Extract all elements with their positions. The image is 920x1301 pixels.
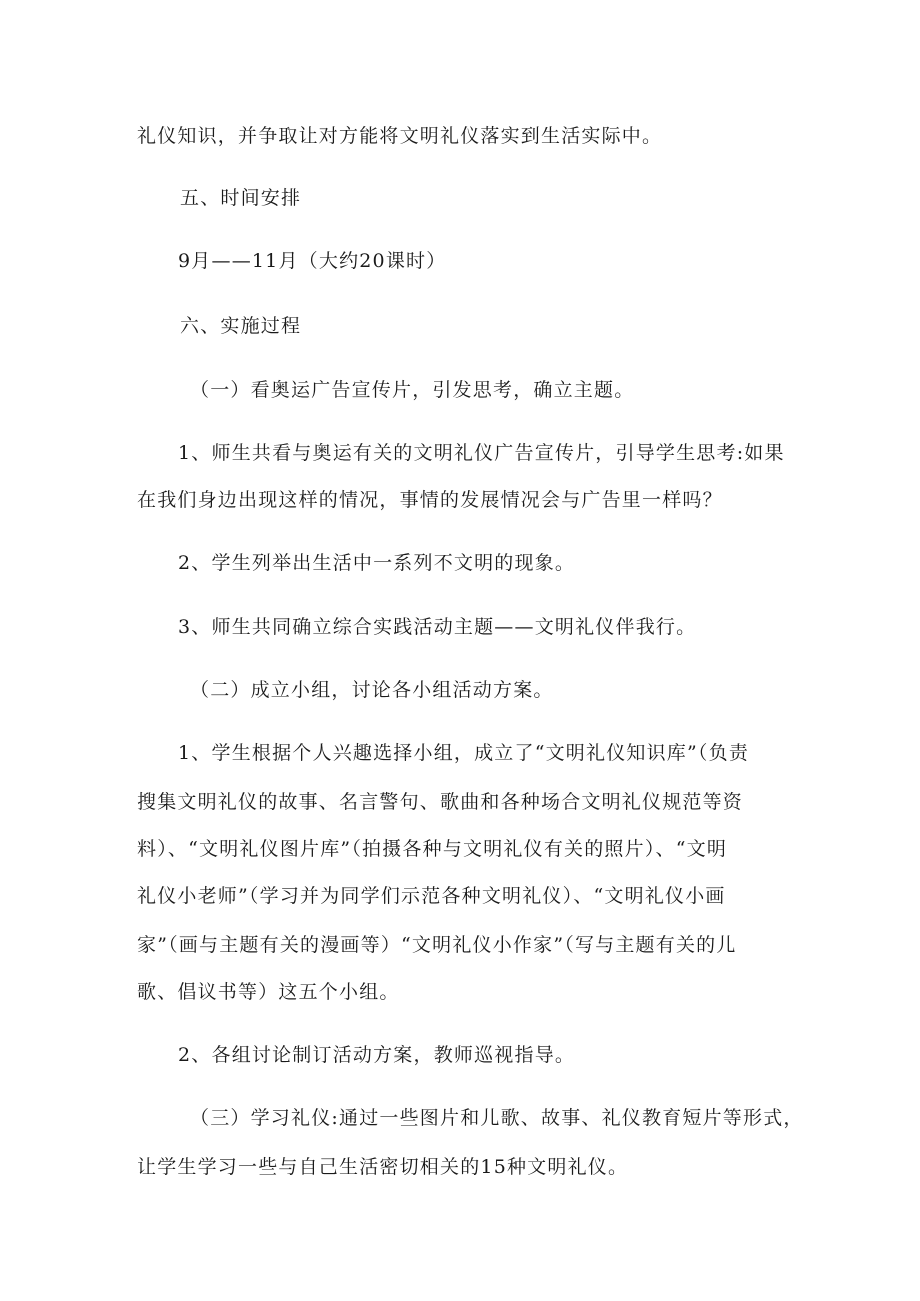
subsection-heading: （三）学习礼仪:通过一些图片和儿歌、故事、礼仪教育短片等形式， [190,1107,804,1129]
section-heading: 六、实施过程 [180,315,302,337]
text-line: 礼仪小老师”（学习并为同学们示范各种文明礼仪）、“文明礼仪小画 [137,885,726,907]
text-line: 搜集文明礼仪的故事、名言警句、歌曲和各种场合文明礼仪规范等资 [137,791,744,813]
text-line: 1、学生根据个人兴趣选择小组，成立了“文明礼仪知识库”（负责 [178,742,750,764]
text-line: 1、师生共看与奥运有关的文明礼仪广告宣传片，引导学生思考:如果 [178,442,785,464]
text-line: 9月——11月（大约20课时） [178,250,447,272]
text-line: 让学生学习一些与自己生活密切相关的15种文明礼仪。 [137,1156,629,1178]
section-heading: 五、时间安排 [180,187,302,209]
text-line: 料）、“文明礼仪图片库”（拍摄各种与文明礼仪有关的照片）、“文明 [137,838,728,860]
text-line: 在我们身边出现这样的情况，事情的发展情况会与广告里一样吗？ [137,489,723,511]
text-line: 家”（画与主题有关的漫画等）“文明礼仪小作家”（写与主题有关的儿 [137,934,737,956]
text-line: 2、各组讨论制订活动方案，教师巡视指导。 [178,1044,576,1066]
subsection-heading: （一）看奥运广告宣传片，引发思考，确立主题。 [190,379,635,401]
text-line: 2、学生列举出生活中一系列不文明的现象。 [178,552,576,574]
subsection-heading: （二）成立小组，讨论各小组活动方案。 [190,679,554,701]
text-line: 3、师生共同确立综合实践活动主题——文明礼仪伴我行。 [178,616,697,638]
text-line: 礼仪知识，并争取让对方能将文明礼仪落实到生活实际中。 [137,125,663,147]
text-line: 歌、倡议书等）这五个小组。 [137,981,400,1003]
